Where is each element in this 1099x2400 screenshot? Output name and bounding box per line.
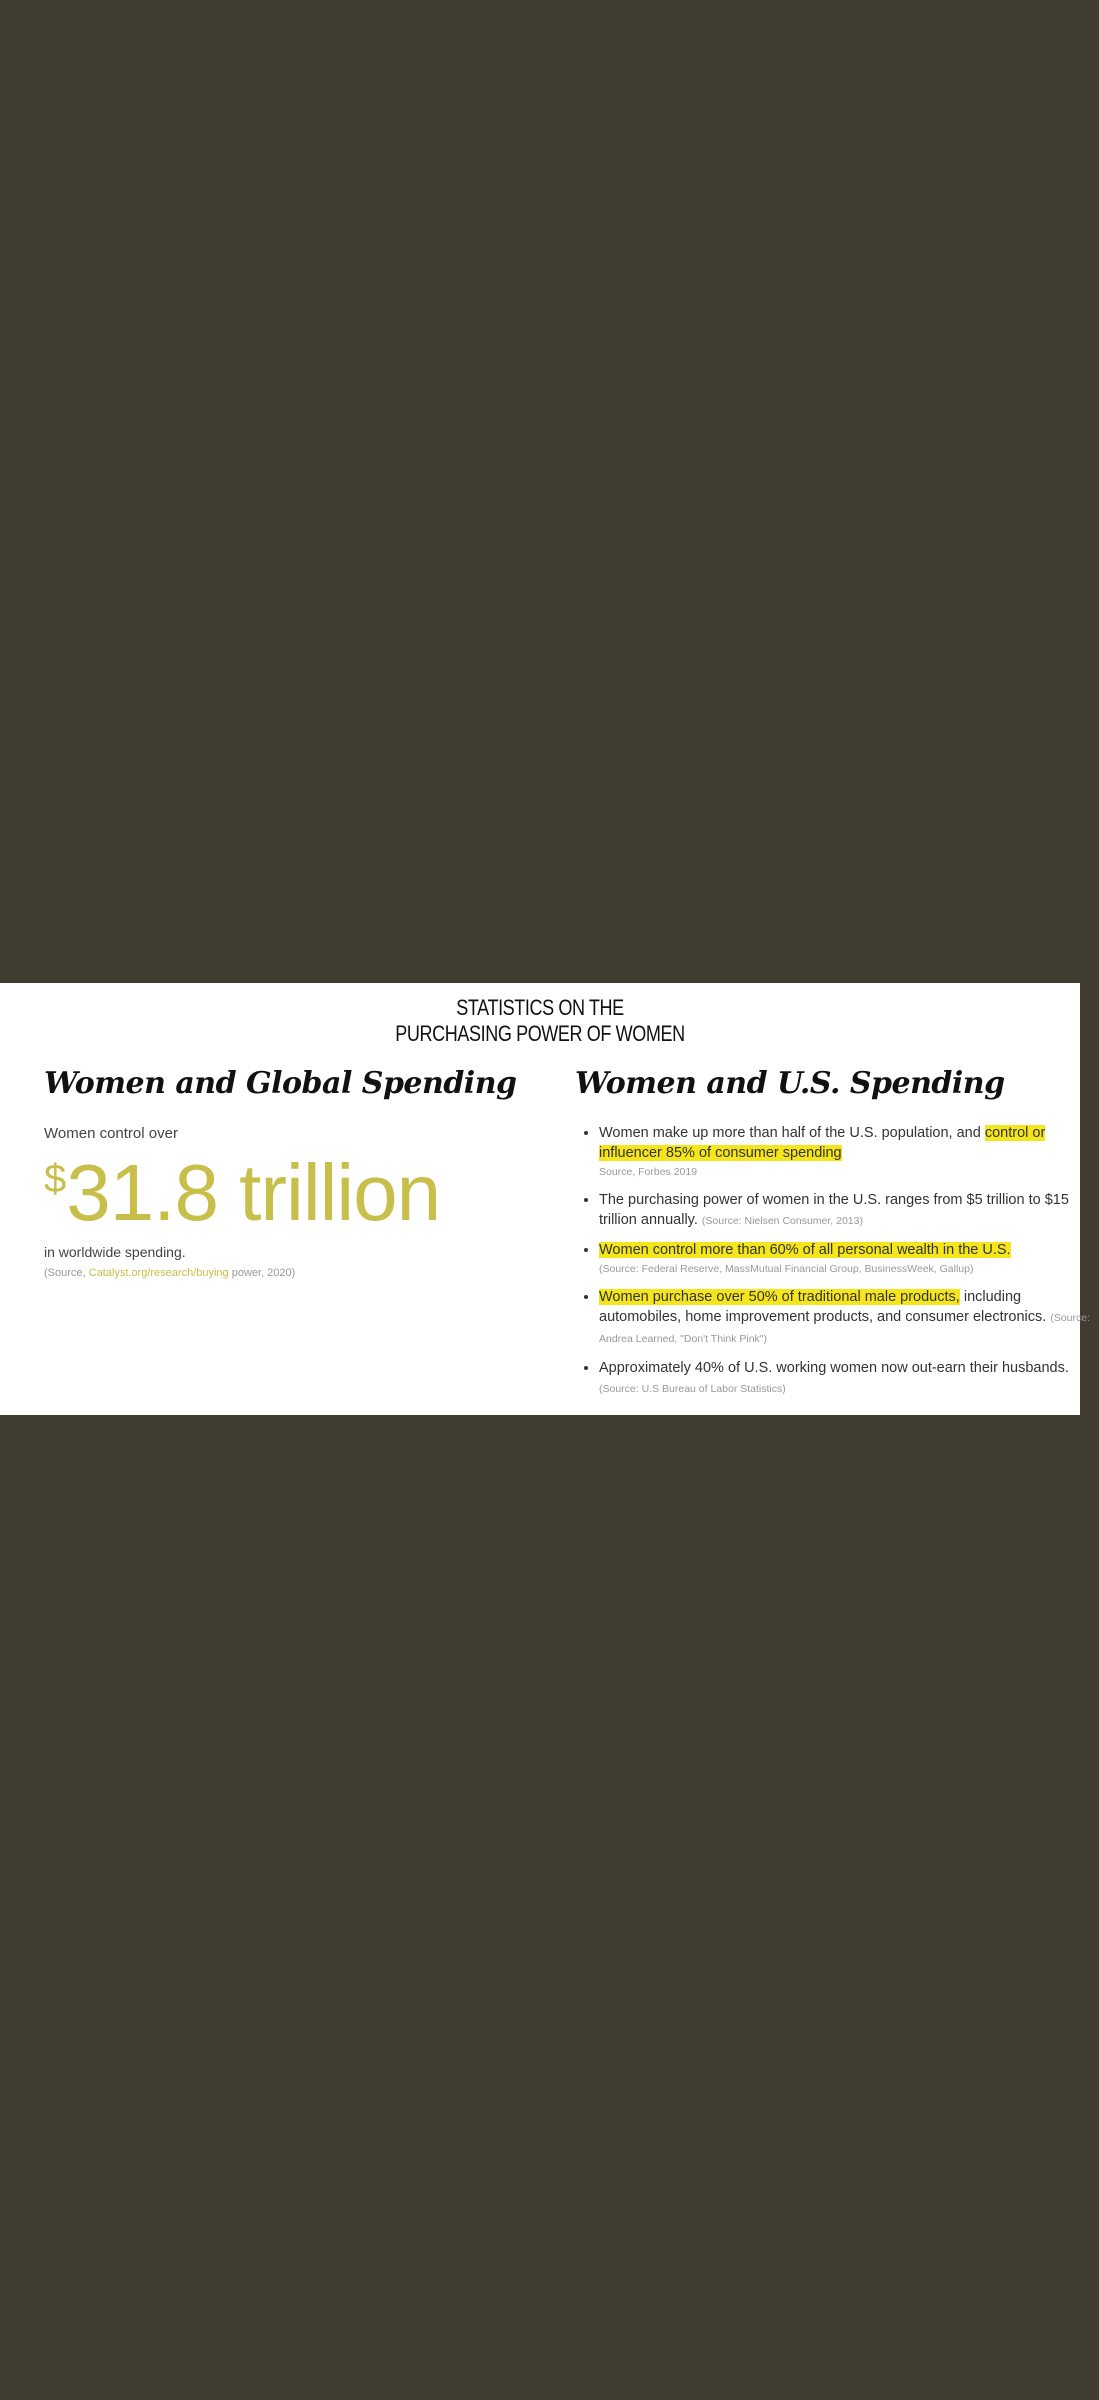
currency-symbol: $ xyxy=(44,1157,67,1201)
bullet-source: Source, Forbes 2019 xyxy=(599,1166,698,1178)
global-outro-text: in worldwide spending. xyxy=(44,1244,186,1260)
list-item xyxy=(599,1123,1099,1181)
source-suffix: power, 2020) xyxy=(228,1267,296,1279)
bullet-source: (Source: Federal Reserve, MassMutual Financial Group, BusinessWeek, Gallup) xyxy=(599,1263,974,1275)
us-spending-list xyxy=(575,1123,1099,1408)
source-link[interactable]: Catalyst.org/research/buying xyxy=(88,1267,229,1279)
bullet-text: Women make up more than half of the U.S. population, and xyxy=(599,1125,985,1141)
bullet-source: (Source: Andrea Learned, "Don't Think Pink") xyxy=(599,1312,1091,1345)
title-line-2: PURCHASING POWER OF WOMEN xyxy=(395,1021,685,1046)
slide-title xyxy=(97,995,983,1047)
global-spending-heading: Women and Global Spending xyxy=(44,1066,517,1101)
highlighted-text: control or influencer 85% of consumer spending xyxy=(599,1125,1046,1161)
bullet-source: (Source: Nielsen Consumer, 2013) xyxy=(701,1215,863,1227)
title-line-1: STATISTICS ON THE xyxy=(456,995,624,1020)
bullet-text: including automobiles, home improvement products, and consumer electronics. xyxy=(599,1289,1051,1325)
statistics-slide xyxy=(0,983,1091,1415)
source-prefix: (Source, xyxy=(44,1267,89,1279)
us-spending-heading: Women and U.S. Spending xyxy=(575,1066,1005,1101)
global-source xyxy=(44,1267,295,1279)
list-item xyxy=(599,1240,1099,1278)
list-item xyxy=(599,1190,1099,1231)
highlighted-text: Women purchase over 50% of traditional male products, xyxy=(599,1289,960,1305)
bullet-text: The purchasing power of women in the U.S. ranges from $5 trillion to $15 trillion annually. xyxy=(599,1192,1069,1228)
list-item xyxy=(599,1287,1099,1349)
global-intro-text: Women control over xyxy=(44,1125,178,1142)
bullet-text: Approximately 40% of U.S. working women now out-earn their husbands. xyxy=(599,1360,1069,1376)
global-spending-figure xyxy=(44,1148,441,1237)
list-item xyxy=(599,1358,1099,1399)
highlighted-text: Women control more than 60% of all personal wealth in the U.S. xyxy=(599,1242,1011,1258)
bullet-source: (Source: U.S Bureau of Labor Statistics) xyxy=(599,1383,786,1395)
spending-amount: 31.8 trillion xyxy=(66,1148,441,1237)
